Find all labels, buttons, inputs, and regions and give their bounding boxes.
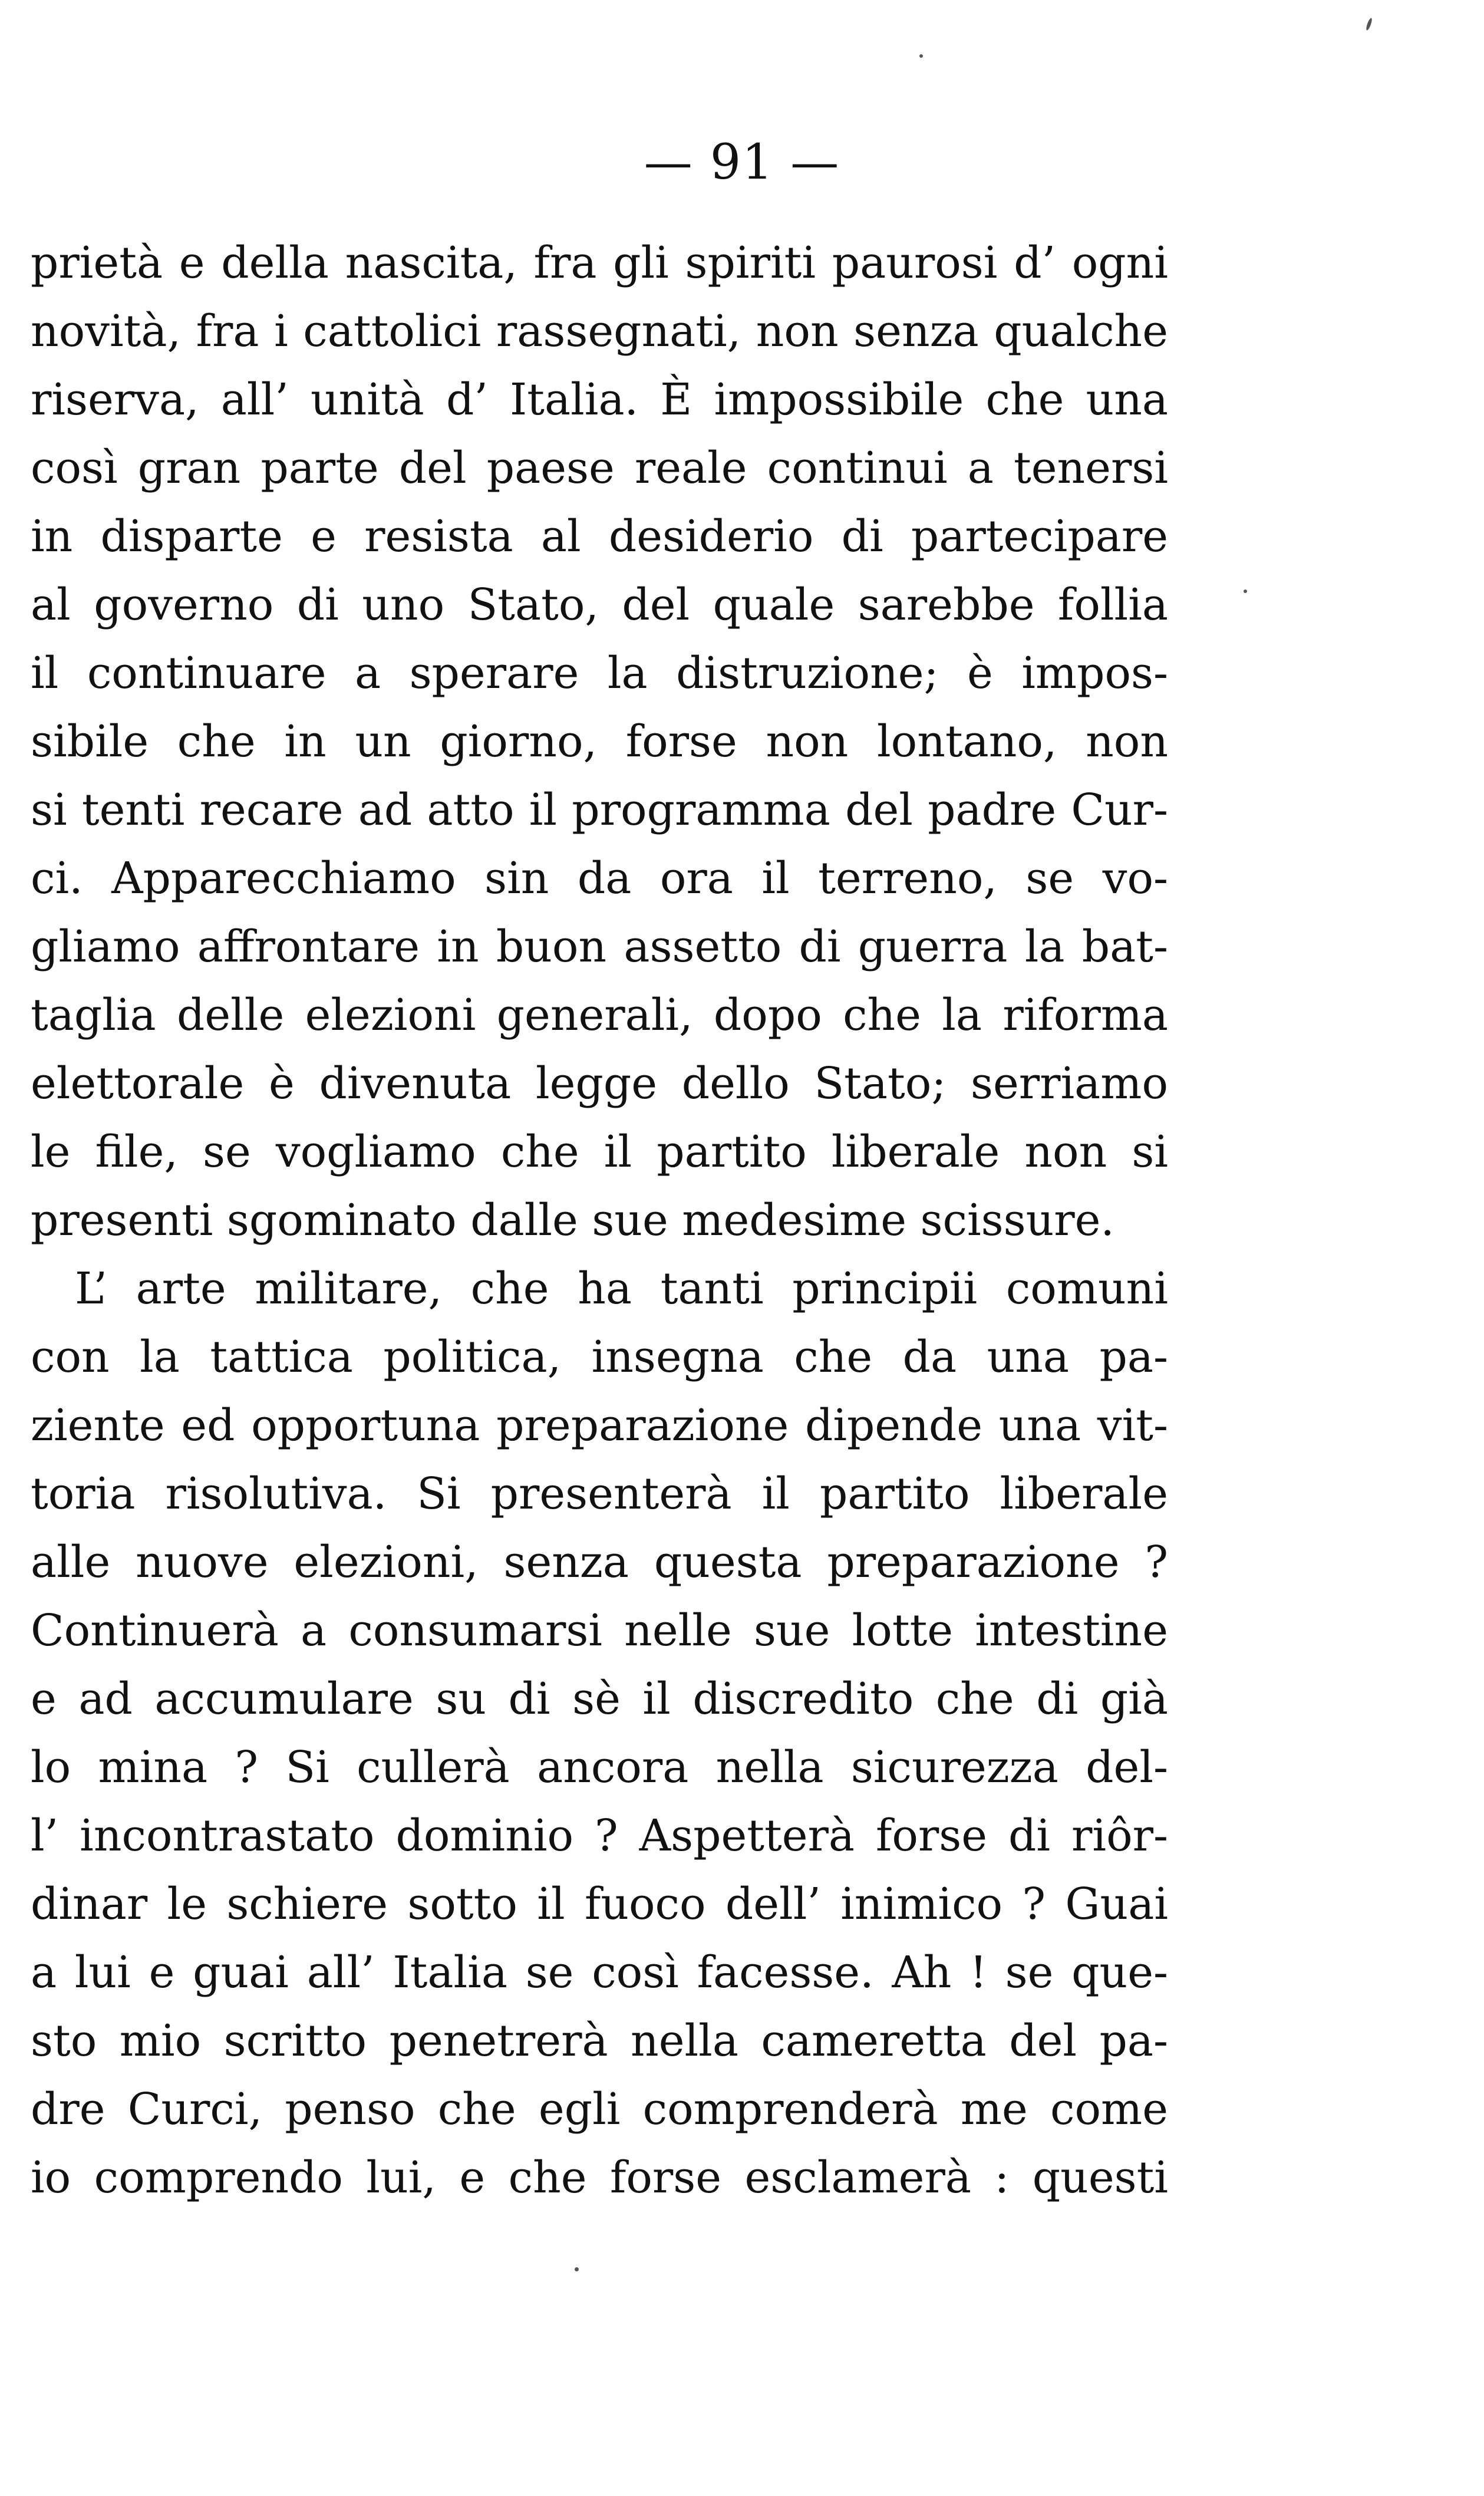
text-line: prietà e della nascita, fra gli spiriti paurosi d’ ogni — [31, 238, 1168, 288]
page-number: — 91 — — [644, 134, 840, 190]
text-line: io comprendo lui, e che forse esclamerà : questi — [31, 2152, 1168, 2203]
text-line: sto mio scritto penetrerà nella cameretta del pa- — [31, 2016, 1168, 2066]
text-line: taglia delle elezioni generali, dopo che la riforma — [31, 990, 1168, 1040]
print-speck — [575, 2267, 579, 2271]
text-line: il continuare a sperare la distruzione; è impos- — [31, 648, 1168, 699]
text-line: in disparte e resista al desiderio di partecipare — [31, 511, 1168, 562]
text-line: dre Curci, penso che egli comprenderà me come — [31, 2084, 1168, 2135]
text-line: le file, se vogliamo che il partito liberale non si — [31, 1127, 1168, 1177]
text-line: toria risolutiva. Si presenterà il partito liberale — [31, 1468, 1168, 1519]
text-line: gliamo affrontare in buon assetto di guerra la bat- — [31, 921, 1168, 972]
print-speck — [919, 54, 923, 58]
text-line: dinar le schiere sotto il fuoco dell’ inimico ? Guai — [31, 1879, 1168, 1929]
text-line: elettorale è divenuta legge dello Stato; serriamo — [31, 1058, 1168, 1109]
text-line: Continuerà a consumarsi nelle sue lotte intestine — [31, 1605, 1168, 1656]
text-line: lo mina ? Si cullerà ancora nella sicurezza del- — [31, 1742, 1168, 1793]
text-line: L’ arte militare, che ha tanti principii comuni — [75, 1263, 1168, 1314]
text-line: sibile che in un giorno, forse non lontano, non — [31, 716, 1168, 767]
text-line: novità, fra i cattolici rassegnati, non senza qualche — [31, 306, 1168, 357]
print-speck — [1244, 590, 1247, 593]
body-text — [31, 229, 1168, 2212]
text-line: riserva, all’ unità d’ Italia. È impossibile che una — [31, 374, 1168, 425]
text-line: con la tattica politica, insegna che da una pa- — [31, 1332, 1168, 1382]
print-speck — [1365, 18, 1373, 31]
text-line: si tenti recare ad atto il programma del padre Cur- — [31, 785, 1168, 835]
text-line: a lui e guai all’ Italia se così facesse. Ah ! se que- — [31, 1947, 1168, 1998]
text-line: ci. Apparecchiamo sin da ora il terreno, se vo- — [31, 853, 1168, 904]
text-line: l’ incontrastato dominio ? Aspetterà forse di riôr- — [31, 1810, 1168, 1861]
text-line: alle nuove elezioni, senza questa preparazione ? — [31, 1537, 1168, 1588]
text-line: così gran parte del paese reale continui a tenersi — [31, 443, 1168, 493]
text-line: al governo di uno Stato, del quale sarebbe follia — [31, 579, 1168, 630]
text-line: ziente ed opportuna preparazione dipende una vit- — [31, 1400, 1168, 1451]
text-line: e ad accumulare su di sè il discredito che di già — [31, 1674, 1168, 1724]
text-line: presenti sgominato dalle sue medesime scissure. — [31, 1195, 1114, 1246]
